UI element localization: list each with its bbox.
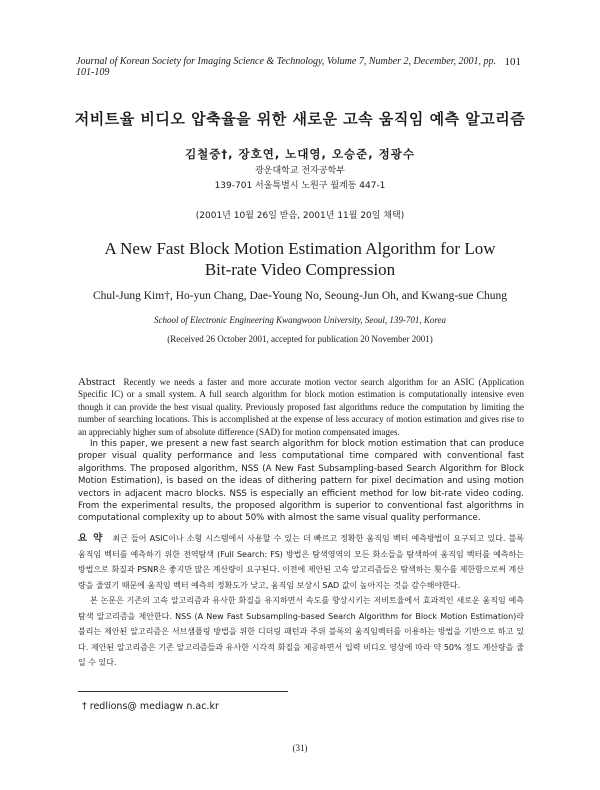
korean-abstract-label: 요약 [78, 533, 109, 544]
korean-received-date: (2001년 10월 26일 받음, 2001년 11월 20일 채택) [195, 211, 405, 221]
korean-abstract-paragraph-1 [78, 531, 524, 593]
korean-title: 저비트율 비디오 압축율을 위한 새로운 고속 움직임 예측 알고리즘 [74, 110, 526, 128]
english-title [0, 238, 600, 280]
korean-affiliation [0, 164, 600, 194]
abstract-paragraph-1 [78, 376, 524, 438]
header-page-number: 101 [504, 56, 521, 68]
english-affiliation: School of Electronic Engineering Kwangwoon University, Seoul, 139-701, Korea [153, 315, 447, 325]
abstract-text-1: Recently we needs a faster and more accurate motion vector search algorithm for an ASIC (Application Specific IC) or a small system. A full search algorithm for block motion estimation is computationally intensive even though it can provide the best visual quality. Previously proposed fast algorithms reduce the computation by limiting the number of searching locations. This is accomplished at the expense of less accuracy of motion estimation and gives rise to an appreciably higher sum of absolute difference (SAD) for motion compensated images. [78, 377, 524, 437]
journal-header [76, 56, 521, 78]
korean-affiliation-line2: 139-701 서울특별시 노원구 월계동 447-1 [214, 181, 386, 191]
abstract-paragraph-2: In this paper, we present a new fast search algorithm for block motion estimation that can produce proper visual quality performance and less computational time compared with conventional fast algorithms. The proposed algorithm, NSS (A New Fast Subsampling-based Search Algorithm for Block Motion Estimation), is based on the ideas of dithering pattern for pixel decimation and using motion vectors in adjacent macro blocks. NSS is especially an efficient method for low bit-rate video coding. From the experimental results, the proposed algorithm is superior to conventional fast algorithms in computational complexity up to about 50% with almost the same visual quality performance. [78, 439, 524, 524]
english-received-date: (Received 26 October 2001, accepted for publication 20 November 2001) [167, 334, 433, 344]
korean-abstract-text-1: 최근 들어 ASIC이나 소형 시스템에서 사용할 수 있는 더 빠르고 정확한 움직임 벡터 예측방법이 요구되고 있다. 블록 움직임 벡터를 예측하기 위한 전역탐색 (Full Search: FS) 방법은 탐색영역의 모든 화소들을 탐색하여 움직임 벡터를 예측하는 방법으로 화질과 PSNR은 좋지만 많은 계산량이 요구된다. 이전에 제안된 고속 알고리즘들은 탐색하는 횟수를 제한함으로써 계산량을 줄였기 때문에 움직임 벡터 예측의 정확도가 낮고, 움직임 보상시 SAD 값이 높아지는 것을 감수해야한다. [78, 534, 524, 590]
abstract-label: Abstract [78, 376, 116, 388]
korean-abstract-paragraph-2: 본 논문은 기존의 고속 알고리즘과 유사한 화질을 유지하면서 속도를 향상시키는 저비트율에서 효과적인 새로운 움직임 예측 탐색 알고리즘을 제안한다. NSS (A New Fast Subsampling-based Search Algorithm for Block Motion Estimation)라 불리는 제안된 알고리즘은 서브샘플링 방법을 위한 디더링 패턴과 주위 블록의 움직임벡터를 이용하는 방법을 기반으로 하고 있다. 제안된 알고리즘은 기존 알고리즘들과 유사한 시각적 화질을 제공하면서 입력 비디오 영상에 따라 약 50% 정도 계산량을 줄일 수 있다. [78, 596, 524, 667]
journal-citation: Journal of Korean Society for Imaging Science & Technology, Volume 7, Number 2, December, 2001, pp. 101-109 [76, 56, 497, 78]
abstract-section [78, 376, 524, 525]
korean-authors: 김철중†, 장호연, 노대영, 오승준, 정광수 [185, 147, 415, 161]
korean-abstract-section [78, 531, 524, 671]
page-number: (31) [292, 743, 308, 753]
corresponding-author-footnote: † redlions@ mediagw n.ac.kr [82, 701, 219, 712]
korean-affiliation-line1: 광운대학교 전자공학부 [255, 166, 345, 176]
english-title-line1: A New Fast Block Motion Estimation Algorithm for Low [104, 239, 496, 258]
english-authors: Chul-Jung Kim†, Ho-yun Chang, Dae-Young No, Seoung-Jun Oh, and Kwang-sue Chung [92, 290, 508, 302]
english-title-line2: Bit-rate Video Compression [204, 260, 396, 279]
footnote-divider [78, 691, 288, 692]
